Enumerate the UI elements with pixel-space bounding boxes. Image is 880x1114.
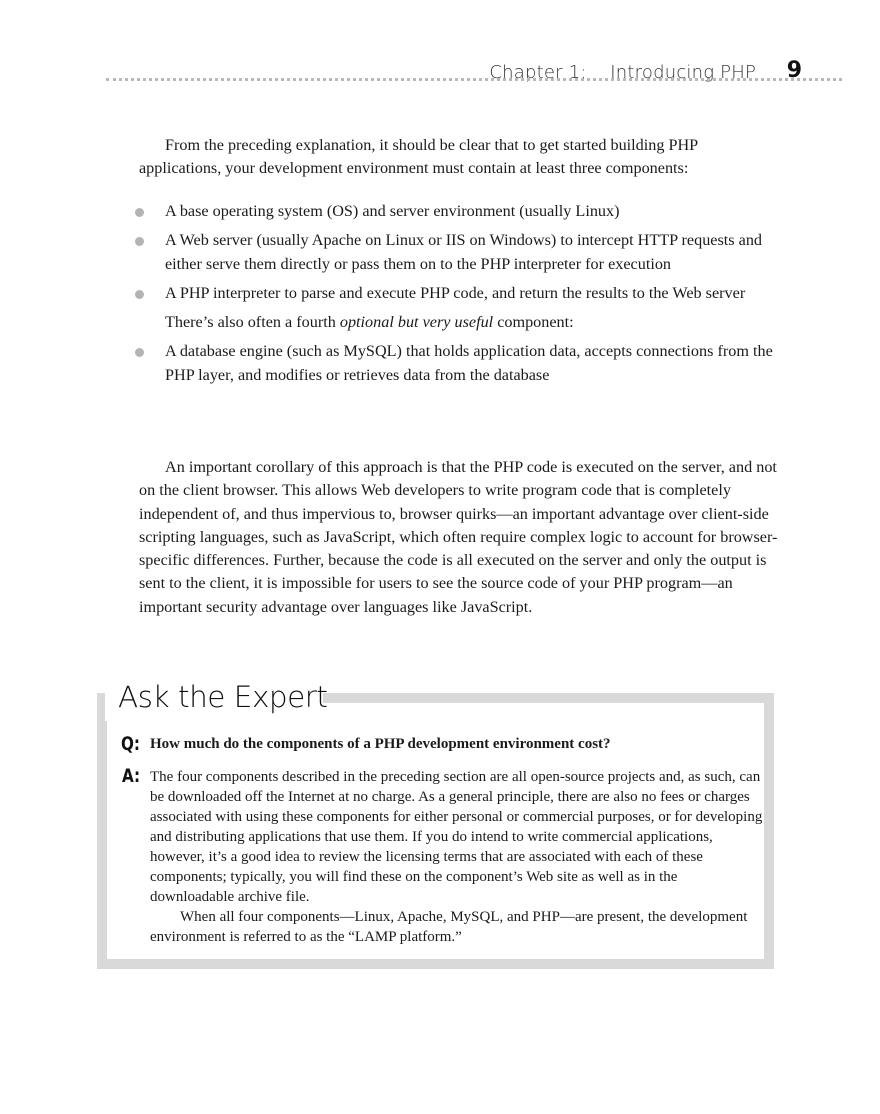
list-item-text: A base operating system (OS) and server environment (usually Linux) bbox=[165, 202, 620, 220]
intro-paragraph bbox=[139, 134, 779, 181]
note-emphasis: optional but very useful bbox=[339, 313, 494, 332]
note-text-end: component: bbox=[493, 313, 574, 332]
component-list bbox=[133, 200, 783, 393]
corollary-paragraph bbox=[139, 456, 779, 619]
answer-paragraph: The four components described in the preceding section are all open-source projects and, as such, can be downloaded off the Internet at no charge. As a general principle, there are also no fees or charges associated with using these components for either personal or commercial purposes, or for developing and distributing applications that use them. If you do intend to write commercial applications, however, it’s a good idea to review the licensing terms that are associated with each of these components; typically, you will find these on the component’s Web site as well as in the downloadable archive file. bbox=[150, 769, 763, 905]
corollary-paragraph-text: An important corollary of this approach is that the PHP code is executed on the server, and not on the client browser. This allows Web developers to write program code that is completely independent of, and thus impervious to, browser quirks—an important advantage over client-side scripting languages, such as JavaScript, which often require complex logic to account for browser-specific differences. Further, because the code is all executed on the server and only the output is sent to the client, it is impossible for users to see the source code of your PHP program—an important security advantage over languages like JavaScript. bbox=[139, 458, 778, 616]
dotted-rule bbox=[106, 78, 842, 81]
list-item-text: A PHP interpreter to parse and execute PHP code, and return the results to the Web server bbox=[165, 283, 746, 302]
list-item bbox=[133, 229, 783, 276]
chapter-title: Chapter 1: Introducing PHP bbox=[489, 62, 756, 83]
question-marker: Q: bbox=[121, 733, 140, 755]
list-item-text: A Web server (usually Apache on Linux or IIS on Windows) to intercept HTTP requests and either serve them directly or pass them on to the PHP interpreter for execution bbox=[165, 231, 763, 273]
bullet-icon bbox=[135, 348, 144, 357]
optional-component-note bbox=[133, 311, 783, 334]
page-number: 9 bbox=[786, 58, 802, 83]
question-text: How much do the components of a PHP development environment cost? bbox=[150, 736, 611, 752]
expert-heading: Ask the Expert bbox=[118, 680, 328, 714]
note-text: There’s also often a fourth bbox=[165, 313, 340, 332]
answer-marker: A: bbox=[122, 765, 141, 787]
intro-paragraph-text: From the preceding explanation, it should be clear that to get started building PHP applications, your development environment must contain at least three components: bbox=[139, 136, 698, 178]
answer-paragraph-2 bbox=[150, 907, 765, 947]
list-item-text: A database engine (such as MySQL) that holds application data, accepts connections from the PHP layer, and modifies or retrieves data from the database bbox=[165, 342, 773, 384]
answer-paragraph-2-text: When all four components—Linux, Apache, MySQL, and PHP—are present, the development environment is referred to as the “LAMP platform.” bbox=[150, 909, 748, 945]
bullet-icon bbox=[135, 290, 144, 299]
list-item bbox=[133, 200, 783, 223]
running-header bbox=[106, 58, 842, 88]
list-item bbox=[133, 282, 783, 305]
bullet-icon bbox=[135, 208, 144, 217]
list-item bbox=[133, 340, 783, 387]
bullet-icon bbox=[135, 237, 144, 246]
